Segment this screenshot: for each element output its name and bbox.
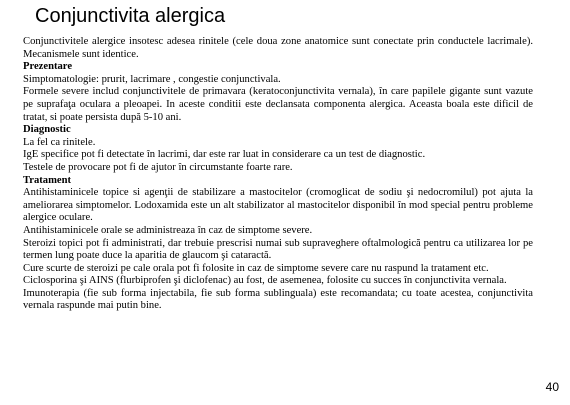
slide-content [23, 36, 533, 313]
symptoms-paragraph: Simptomatologie: prurit, lacrimare , congestie conjunctivala. [23, 73, 281, 85]
diagnostic-paragraph-1: La fel ca rinitele. [23, 136, 96, 148]
treatment-paragraph-1: Antihistaminicele topice si agenţii de stabilizare a mastocitelor (cromoglicat de sodiu şi nedocromilul) pot ajuta la ameliorarea simptomelor. Lodoxamida este un alt stabilizator al mastocitelor disponibil în mod special pentru probleme alergice oculare. [23, 187, 533, 224]
treatment-paragraph-6: Imunoterapia (fie sub forma injectabila, fie sub forma sublinguala) este recomandata; cu toate acestea, conjunctivita vernala raspunde mai putin bine. [23, 287, 533, 312]
severe-forms-paragraph: Formele severe includ conjunctivitele de primavara (keratoconjunctivita vernala), în care papilele gigante sunt vazute pe suprafaţa oculara a pleoapei. In aceste conditii este declansata componenta alergica. Aceasta boala este dificil de tratat, si poate persista după 5-10 ani. [23, 86, 533, 123]
section-heading-prezentare: Prezentare [23, 61, 73, 73]
section-heading-diagnostic: Diagnostic [23, 124, 71, 136]
diagnostic-paragraph-2: IgE specifice pot fi detectate în lacrimi, dar este rar luat in considerare ca un test de diagnostic. [23, 149, 426, 161]
page-number: 40 [545, 380, 559, 394]
treatment-paragraph-5: Ciclosporina şi AINS (flurbiprofen şi diclofenac) au fost, de asemenea, folosite cu succes în conjunctivita vernala. [23, 275, 507, 287]
treatment-paragraph-3: Steroizi topici pot fi administrati, dar trebuie prescrisi numai sub supraveghere oftalmologică pentru ca utilizarea lor pe termen lung poate duce la aparitia de glaucom şi cataractă. [23, 237, 533, 262]
treatment-paragraph-4: Cure scurte de steroizi pe cale orala pot fi folosite in caz de simptome severe care nu raspund la tratament etc. [23, 262, 489, 274]
diagnostic-paragraph-3: Testele de provocare pot fi de ajutor în circumstante foarte rare. [23, 161, 293, 173]
intro-paragraph: Conjunctivitele alergice insotesc adesea rinitele (cele doua zone anatomice sunt conectate prin conductele lacrimale). Mecanismele sunt identice. [23, 36, 533, 60]
slide-title: Conjunctivita alergica [35, 5, 226, 27]
treatment-paragraph-2: Antihistaminicele orale se administreaza în caz de simptome severe. [23, 224, 313, 236]
section-heading-tratament: Tratament [23, 174, 72, 186]
